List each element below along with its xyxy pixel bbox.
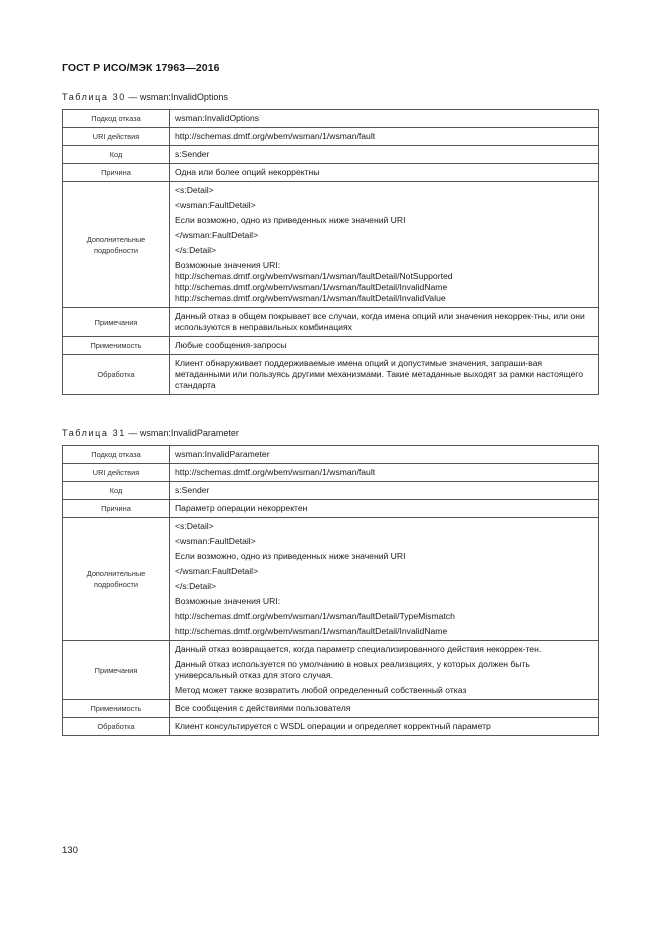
- row-value-notes: Данный отказ в общем покрывает все случаи, когда имена опций или значения некоррек-тны, или они используются в неправильных комбинациях: [170, 308, 599, 337]
- row-value-reason: Параметр операции некорректен: [170, 500, 599, 518]
- row-label-applicability: Применимость: [63, 700, 170, 718]
- notes-paragraph: Данный отказ используется по умолчанию в новых реализациях, у которых должен быть универсальный отказ для этого случая.: [175, 659, 530, 680]
- page-number: 130: [62, 845, 78, 856]
- detail-line: http://schemas.dmtf.org/wbem/wsman/1/wsman/faultDetail/InvalidName: [175, 282, 448, 292]
- detail-line: http://schemas.dmtf.org/wbem/wsman/1/wsman/faultDetail/NotSupported: [175, 271, 453, 281]
- row-label-uri: URI действия: [63, 464, 170, 482]
- detail-line: </s:Detail>: [175, 245, 217, 255]
- detail-line: http://schemas.dmtf.org/wbem/wsman/1/wsman/faultDetail/TypeMismatch: [175, 611, 455, 621]
- detail-line: Возможные значения URI:: [175, 260, 281, 270]
- detail-line: <s:Detail>: [175, 185, 214, 195]
- table-row: [63, 355, 599, 395]
- row-value-uri: http://schemas.dmtf.org/wbem/wsman/1/wsman/fault: [170, 128, 599, 146]
- document-header: ГОСТ Р ИСО/МЭК 17963—2016: [62, 62, 220, 74]
- row-label-processing: Обработка: [63, 718, 170, 736]
- notes-paragraph: Метод может также возвратить любой определенный собственный отказ: [175, 685, 467, 695]
- detail-line: Если возможно, одно из приведенных ниже значений URI: [175, 551, 406, 561]
- row-value-processing: Клиент обнаруживает поддерживаемые имена опций и допустимые значения, запраши-вая метаданными или пользуясь другими механизмами. Такие метаданные выходят за рамки настоящего стандарта: [170, 355, 599, 395]
- table-row: [63, 482, 599, 500]
- row-value-code: s:Sender: [170, 482, 599, 500]
- row-label-subcode: Подкод отказа: [63, 446, 170, 464]
- row-label-uri: URI действия: [63, 128, 170, 146]
- detail-line: http://schemas.dmtf.org/wbem/wsman/1/wsman/faultDetail/InvalidName: [175, 626, 448, 636]
- row-label-reason: Причина: [63, 164, 170, 182]
- row-label-reason: Причина: [63, 500, 170, 518]
- table-30-caption: [62, 92, 228, 102]
- table-row: [63, 308, 599, 337]
- table-row: [63, 128, 599, 146]
- row-label-processing: Обработка: [63, 355, 170, 395]
- row-value-detail: [170, 518, 599, 641]
- table-30-caption-title: — wsman:InvalidOptions: [125, 92, 228, 102]
- detail-line: <wsman:FaultDetail>: [175, 200, 256, 210]
- table-row: [63, 146, 599, 164]
- table-30-caption-number: Таблица 30: [62, 92, 126, 102]
- row-label-subcode: Подкод отказа: [63, 110, 170, 128]
- notes-paragraph: Данный отказ возвращается, когда параметр специализированного действия некоррек-тен.: [175, 644, 542, 654]
- row-value-applicability: Любые сообщения-запросы: [170, 337, 599, 355]
- table-row: [63, 446, 599, 464]
- detail-line: </s:Detail>: [175, 581, 217, 591]
- row-value-applicability: Все сообщения с действиями пользователя: [170, 700, 599, 718]
- row-value-notes: [170, 641, 599, 700]
- row-label-code: Код: [63, 146, 170, 164]
- table-row: [63, 700, 599, 718]
- row-value-subcode: wsman:InvalidOptions: [170, 110, 599, 128]
- table-row: [63, 110, 599, 128]
- table-31-caption: [62, 428, 239, 438]
- table-31-caption-number: Таблица 31: [62, 428, 126, 438]
- row-value-detail: [170, 182, 599, 308]
- detail-line: </wsman:FaultDetail>: [175, 230, 259, 240]
- row-label-notes: Примечания: [63, 641, 170, 700]
- table-row: [63, 641, 599, 700]
- table-row: [63, 182, 599, 308]
- table-row: [63, 464, 599, 482]
- table-row: [63, 718, 599, 736]
- detail-line: <s:Detail>: [175, 521, 214, 531]
- row-value-processing: Клиент консультируется с WSDL операции и определяет корректный параметр: [170, 718, 599, 736]
- row-label-detail: Дополнительные подробности: [63, 518, 170, 641]
- row-label-applicability: Применимость: [63, 337, 170, 355]
- row-value-code: s:Sender: [170, 146, 599, 164]
- table-row: [63, 337, 599, 355]
- row-label-code: Код: [63, 482, 170, 500]
- table-31: [62, 445, 599, 736]
- table-row: [63, 164, 599, 182]
- detail-line: http://schemas.dmtf.org/wbem/wsman/1/wsman/faultDetail/InvalidValue: [175, 293, 446, 303]
- table-row: [63, 518, 599, 641]
- row-label-detail: Дополнительные подробности: [63, 182, 170, 308]
- table-31-caption-title: — wsman:InvalidParameter: [125, 428, 239, 438]
- detail-line: Если возможно, одно из приведенных ниже значений URI: [175, 215, 406, 225]
- table-row: [63, 500, 599, 518]
- detail-line: </wsman:FaultDetail>: [175, 566, 259, 576]
- detail-line: <wsman:FaultDetail>: [175, 536, 256, 546]
- row-label-notes: Примечания: [63, 308, 170, 337]
- row-value-uri: http://schemas.dmtf.org/wbem/wsman/1/wsman/fault: [170, 464, 599, 482]
- row-value-subcode: wsman:InvalidParameter: [170, 446, 599, 464]
- table-30: [62, 109, 599, 395]
- row-value-reason: Одна или более опций некорректны: [170, 164, 599, 182]
- detail-line: Возможные значения URI:: [175, 596, 281, 606]
